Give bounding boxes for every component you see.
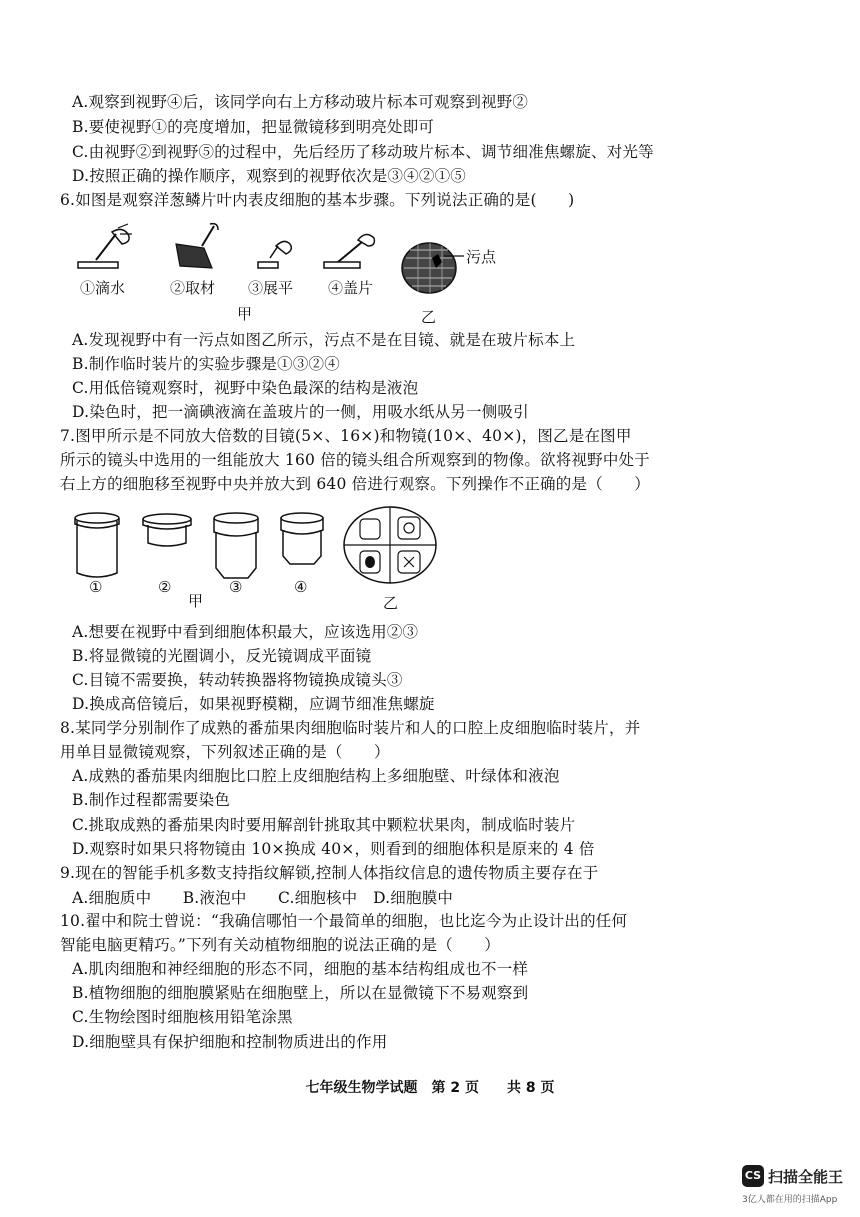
q7-option-a: A.想要在视野中看到细胞体积最大，应该选用②③ <box>72 623 419 641</box>
lens-1-illustration <box>75 513 119 577</box>
q7-lens-4-label: ④ <box>294 578 308 596</box>
q9-options: A.细胞质中 B.液泡中 C.细胞核中 D.细胞膜中 <box>72 889 454 907</box>
lens-2-illustration <box>143 514 191 546</box>
scanner-tagline: 3亿人都在用的扫描App <box>742 1195 838 1205</box>
q6-option-b: B.制作临时装片的实验步骤是①③②④ <box>72 355 340 373</box>
q5-option-d: D.按照正确的操作顺序，观察到的视野依次是③④②①⑤ <box>72 167 467 185</box>
step-take-sample-illustration <box>176 224 218 268</box>
q6-spot-label: 污点 <box>466 248 497 266</box>
q6-step-3-label: ③展平 <box>248 279 294 297</box>
q10-option-d: D.细胞壁具有保护细胞和控制物质进出的作用 <box>72 1033 388 1051</box>
q10-stem-line-1: 10.翟中和院士曾说：“我确信哪怕一个最简单的细胞，也比迄今为止设计出的任何 <box>60 912 628 930</box>
q6-figure-jia-label: 甲 <box>237 305 253 323</box>
q7-stem-line-1: 7.图甲所示是不同放大倍数的目镜(5×、16×)和物镜(10×、40×)，图乙是在图甲 <box>60 427 632 445</box>
q5-option-a: A.观察到视野④后，该同学向右上方移动玻片标本可观察到视野② <box>72 93 529 111</box>
q8-option-b: B.制作过程都需要染色 <box>72 791 231 809</box>
q10-option-a: A.肌肉细胞和神经细胞的形态不同，细胞的基本结构组成也不一样 <box>72 960 529 978</box>
q6-figure-yi-label: 乙 <box>421 308 437 326</box>
q6-option-c: C.用低倍镜观察时，视野中染色最深的结构是液泡 <box>72 379 419 397</box>
q6-stem: 6.如图是观察洋葱鳞片叶内表皮细胞的基本步骤。下列说法正确的是( ) <box>60 191 575 209</box>
q8-option-a: A.成熟的番茄果肉细胞比口腔上皮细胞结构上多细胞壁、叶绿体和液泡 <box>72 767 560 785</box>
q7-option-c: C.目镜不需要换，转动转换器将物镜换成镜头③ <box>72 671 403 689</box>
q7-lens-3-label: ③ <box>229 578 243 596</box>
q8-stem-line-2: 用单目显微镜观察，下列叙述正确的是（ ） <box>60 743 390 761</box>
q6-option-a: A.发现视野中有一污点如图乙所示，污点不是在目镜、就是在玻片标本上 <box>72 331 576 349</box>
camscanner-logo-icon: CS <box>742 1165 764 1187</box>
q7-stem-line-2: 所示的镜头中选用的一组能放大 160 倍的镜头组合所观察到的物像。欲将视野中处于 <box>60 451 650 469</box>
microscope-view-with-spot <box>402 243 464 293</box>
q7-stem-line-3: 右上方的细胞移至视野中央并放大到 640 倍进行观察。下列操作不正确的是（ ） <box>60 475 650 493</box>
q7-figure-yi-label: 乙 <box>383 594 399 612</box>
q7-figure <box>70 505 450 585</box>
lens-3-illustration <box>214 513 258 578</box>
q10-option-b: B.植物细胞的细胞膜紧贴在细胞壁上，所以在显微镜下不易观察到 <box>72 984 529 1002</box>
q7-lens-1-label: ① <box>89 578 103 596</box>
q6-step-1-label: ①滴水 <box>80 279 126 297</box>
microscope-view-with-cells <box>344 507 436 583</box>
step-drop-water-illustration <box>78 224 132 268</box>
step-cover-slip-illustration <box>324 234 374 268</box>
q5-option-b: B.要使视野①的亮度增加，把显微镜移到明亮处即可 <box>72 118 435 136</box>
step-flatten-illustration <box>258 241 291 268</box>
q5-option-c: C.由视野②到视野⑤的过程中，先后经历了移动玻片标本、调节细准焦螺旋、对光等 <box>72 143 654 161</box>
q6-figure <box>72 222 532 332</box>
q8-option-c: C.挑取成熟的番茄果肉时要用解剖针挑取其中颗粒状果肉，制成临时装片 <box>72 816 576 834</box>
scanner-app-name: 扫描全能王 <box>768 1168 844 1186</box>
q8-option-d: D.观察时如果只将物镜由 10×换成 40×，则看到的细胞体积是原来的 4 倍 <box>72 840 595 858</box>
q9-stem: 9.现在的智能手机多数支持指纹解锁,控制人体指纹信息的遗传物质主要存在于 <box>60 864 599 882</box>
q7-option-b: B.将显微镜的光圈调小，反光镜调成平面镜 <box>72 647 372 665</box>
q7-lens-2-label: ② <box>158 578 172 596</box>
page-footer: 七年级生物学试题 第 2 页 共 8 页 <box>305 1080 555 1096</box>
q6-step-2-label: ②取材 <box>170 279 216 297</box>
q6-option-d: D.染色时，把一滴碘液滴在盖玻片的一侧，用吸水纸从另一侧吸引 <box>72 403 529 421</box>
q10-stem-line-2: 智能电脑更精巧。”下列有关动植物细胞的说法正确的是（ ） <box>60 936 500 954</box>
q7-figure-jia-label: 甲 <box>188 592 204 610</box>
q7-option-d: D.换成高倍镜后，如果视野模糊，应调节细准焦螺旋 <box>72 695 435 713</box>
q10-option-c: C.生物绘图时细胞核用铅笔涂黑 <box>72 1008 293 1026</box>
q8-stem-line-1: 8.某同学分别制作了成熟的番茄果肉细胞临时装片和人的口腔上皮细胞临时装片，并 <box>60 719 641 737</box>
q6-step-4-label: ④盖片 <box>328 279 374 297</box>
lens-4-illustration <box>281 513 323 564</box>
